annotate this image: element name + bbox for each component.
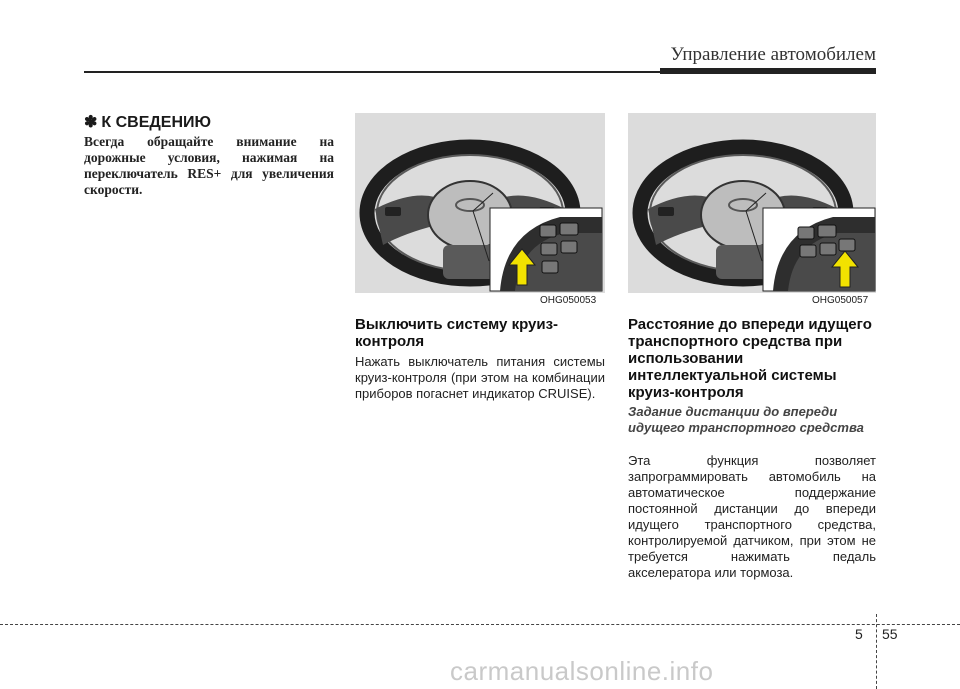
section-body-cruise-off: Нажать выключатель питания системы круиз-контроля (при этом на комбинации приборов погаснет индикатор CRUISE). bbox=[355, 354, 605, 401]
page-number: 55 bbox=[882, 626, 898, 642]
header-rule-accent bbox=[660, 68, 876, 74]
steering-wheel-illustration-1 bbox=[355, 113, 605, 293]
note-heading-text: К СВЕДЕНИЮ bbox=[101, 114, 212, 131]
chapter-number: 5 bbox=[855, 626, 863, 642]
footer-rule bbox=[0, 624, 960, 625]
note-body: Всегда обращайте внимание на дорожные условия, нажимая на переключатель RES+ для увеличения скорости. bbox=[84, 134, 334, 197]
note-heading bbox=[84, 112, 211, 132]
steering-wheel-figure-2 bbox=[628, 113, 876, 293]
footer-divider bbox=[876, 614, 878, 689]
section-title-distance: Расстояние до впереди идущего транспортного средства при использовании интеллектуальной системы круиз-контроля bbox=[628, 316, 872, 401]
figure-code-2: OHG050057 bbox=[812, 295, 869, 306]
section-title-cruise-off: Выключить систему круиз-контроля bbox=[355, 316, 559, 350]
watermark-text: carmanualsonline.info bbox=[450, 656, 714, 686]
note-star-icon: ✽ bbox=[84, 114, 98, 131]
section-body-distance: Эта функция позволяет запрограммировать автомобиль на автоматическое поддержание постоянной дистанции до впереди идущего транспортного средства, контролируемой датчиком, при этом не требуется нажимать педаль акселератора или тормоза. bbox=[628, 453, 876, 580]
chapter-header-title: Управление автомобилем bbox=[670, 44, 876, 65]
steering-wheel-figure-1 bbox=[355, 113, 605, 293]
section-subtitle-distance: Задание дистанции до впереди идущего транспортного средства bbox=[628, 404, 864, 435]
figure-code-1: OHG050053 bbox=[540, 295, 597, 306]
steering-wheel-illustration-2 bbox=[628, 113, 876, 293]
